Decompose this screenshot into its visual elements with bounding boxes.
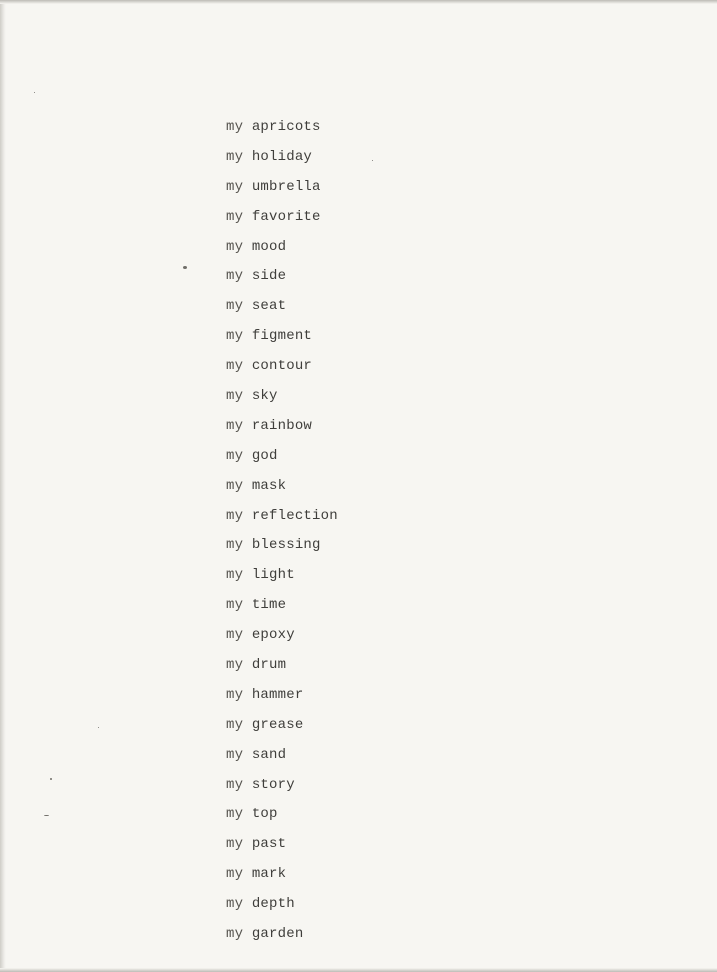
- line-first-word: my: [226, 567, 244, 584]
- line-first-word: my: [226, 358, 244, 375]
- line-second-word: mark: [251, 866, 287, 883]
- typed-line: [226, 684, 338, 714]
- line-second-word: mask: [251, 477, 287, 494]
- line-first-word: my: [226, 896, 244, 913]
- line-first-word: my: [226, 298, 244, 315]
- typed-line: [226, 923, 338, 953]
- line-first-word: my: [226, 119, 244, 135]
- typed-line: [226, 206, 338, 236]
- line-second-word: story: [251, 776, 295, 793]
- typed-line: [226, 564, 338, 594]
- line-second-word: epoxy: [251, 627, 295, 644]
- typed-line: [226, 893, 338, 923]
- typed-line: [226, 624, 338, 654]
- typed-line: [226, 355, 338, 385]
- line-second-word: past: [251, 836, 287, 853]
- typed-line: [226, 833, 338, 863]
- line-first-word: my: [226, 926, 244, 943]
- line-second-word: time: [251, 597, 287, 614]
- line-second-word: light: [251, 567, 295, 584]
- page-edge-top: [0, 0, 717, 4]
- line-second-word: holiday: [251, 148, 313, 165]
- line-second-word: contour: [251, 358, 313, 375]
- line-second-word: grease: [251, 716, 304, 733]
- typed-line: [226, 415, 338, 445]
- line-first-word: my: [226, 866, 244, 883]
- typed-line: [226, 295, 338, 325]
- line-first-word: my: [226, 836, 244, 853]
- typed-line: [226, 534, 338, 564]
- line-second-word: garden: [251, 926, 304, 943]
- line-first-word: my: [226, 388, 244, 405]
- typed-line: [226, 863, 338, 893]
- typed-line: [226, 116, 338, 146]
- typed-word-list: [226, 116, 338, 953]
- line-first-word: my: [226, 657, 244, 674]
- typed-line: [226, 385, 338, 415]
- typed-line: [226, 774, 338, 804]
- page-edge-bottom: [0, 968, 717, 972]
- line-first-word: my: [226, 507, 244, 524]
- typed-line: [226, 146, 338, 176]
- line-first-word: my: [226, 208, 244, 225]
- typed-line: [226, 594, 338, 624]
- line-first-word: my: [226, 328, 244, 345]
- line-first-word: my: [226, 746, 244, 763]
- line-first-word: my: [226, 148, 244, 165]
- line-first-word: my: [226, 417, 244, 434]
- line-second-word: god: [251, 447, 278, 464]
- line-second-word: seat: [251, 298, 287, 315]
- paper-speck: [50, 778, 52, 780]
- line-second-word: sky: [251, 388, 278, 405]
- line-second-word: hammer: [251, 686, 304, 703]
- line-second-word: blessing: [251, 537, 321, 554]
- paper-speck: [98, 727, 99, 728]
- typed-line: [226, 505, 338, 535]
- line-first-word: my: [226, 178, 244, 195]
- line-first-word: my: [226, 268, 244, 285]
- line-second-word: drum: [251, 657, 287, 674]
- typed-line: [226, 176, 338, 206]
- page-edge-left: [0, 0, 6, 972]
- line-second-word: figment: [251, 328, 313, 345]
- line-first-word: my: [226, 537, 244, 554]
- typed-line: [226, 265, 338, 295]
- line-first-word: my: [226, 776, 244, 793]
- line-second-word: mood: [251, 238, 287, 255]
- line-first-word: my: [226, 686, 244, 703]
- typed-line: [226, 714, 338, 744]
- typed-line: [226, 325, 338, 355]
- typed-line: [226, 654, 338, 684]
- typed-line: [226, 744, 338, 774]
- paper-speck: [372, 160, 373, 161]
- line-second-word: depth: [251, 896, 295, 913]
- line-first-word: my: [226, 627, 244, 644]
- typed-line: [226, 445, 338, 475]
- paper-speck: [183, 266, 187, 269]
- line-second-word: favorite: [251, 208, 321, 225]
- line-second-word: reflection: [251, 507, 338, 524]
- line-second-word: apricots: [251, 119, 321, 135]
- line-second-word: umbrella: [251, 178, 321, 195]
- line-second-word: rainbow: [251, 417, 313, 434]
- typed-line: [226, 475, 338, 505]
- paper-speck: [34, 92, 35, 93]
- paper-speck: [44, 815, 49, 816]
- line-first-word: my: [226, 597, 244, 614]
- line-first-word: my: [226, 716, 244, 733]
- line-first-word: my: [226, 806, 244, 823]
- line-first-word: my: [226, 477, 244, 494]
- typed-line: [226, 236, 338, 266]
- line-second-word: top: [251, 806, 278, 823]
- line-first-word: my: [226, 447, 244, 464]
- line-second-word: sand: [251, 746, 287, 763]
- line-second-word: side: [251, 268, 287, 285]
- typed-line: [226, 803, 338, 833]
- line-first-word: my: [226, 238, 244, 255]
